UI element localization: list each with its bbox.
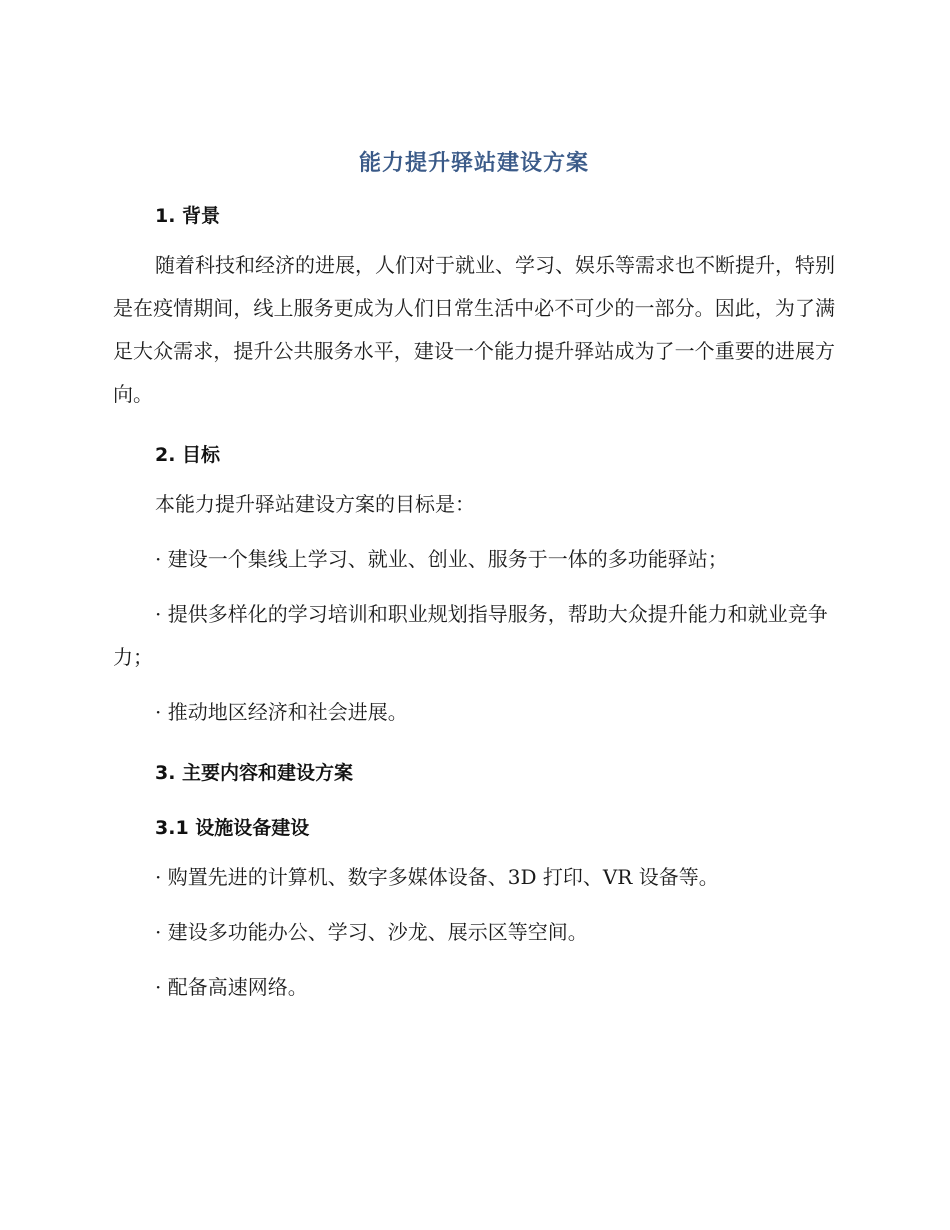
section-heading-background: 1. 背景 [155,205,221,227]
background-paragraph: 随着科技和经济的进展，人们对于就业、学习、娱乐等需求也不断提升，特别是在疫情期间，线上服务更成为人们日常生活中必不可少的一部分。因此，为了满足大众需求，提升公共服务水平，建设一个能力提升驿站成为了一个重要的进展方向。 [113,253,835,406]
goal-item: · 建设一个集线上学习、就业、创业、服务于一体的多功能驿站； [155,547,728,571]
goal-item: · 推动地区经济和社会进展。 [155,700,408,724]
facility-item: · 建设多功能办公、学习、沙龙、展示区等空间。 [155,920,588,944]
document-title: 能力提升驿站建设方案 [358,151,589,176]
goals-intro: 本能力提升驿站建设方案的目标是： [155,492,475,516]
subsection-heading-facilities: 3.1 设施设备建设 [155,817,310,839]
section-heading-goals: 2. 目标 [155,444,221,466]
goal-item: · 提供多样化的学习培训和职业规划指导服务，帮助大众提升能力和就业竞争力； [113,602,828,669]
facility-item: · 购置先进的计算机、数字多媒体设备、3D 打印、VR 设备等。 [155,865,719,889]
section-heading-content: 3. 主要内容和建设方案 [155,762,354,784]
facility-item: · 配备高速网络。 [155,975,308,999]
document-page [113,140,835,1009]
